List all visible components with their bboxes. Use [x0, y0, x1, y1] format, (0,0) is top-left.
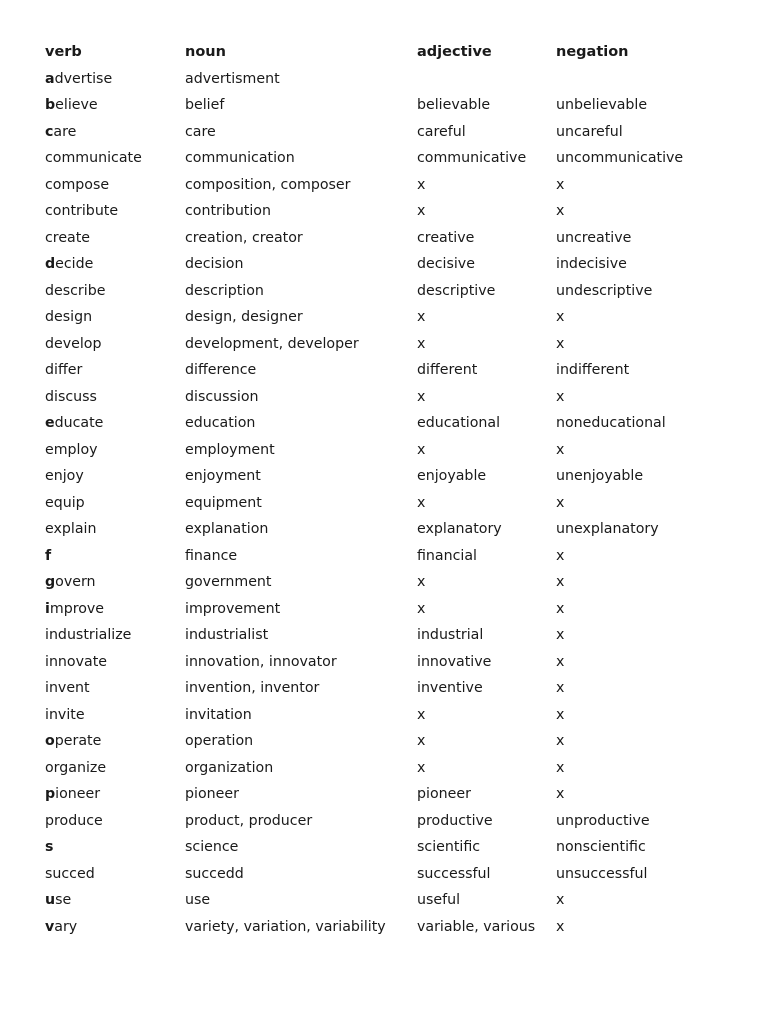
negation-cell: x [556, 627, 565, 644]
verb-initial-letter: p [45, 786, 56, 803]
verb-cell [45, 569, 185, 596]
table-row [45, 384, 716, 411]
negation-cell: unproductive [556, 812, 650, 829]
negation-cell: nonscientific [556, 839, 646, 856]
negation-cell: unexplanatory [556, 521, 659, 538]
verb-cell [45, 675, 185, 702]
adjective-cell: explanatory [417, 521, 502, 538]
verb-initial-letter: a [45, 70, 55, 87]
verb-cell [45, 463, 185, 490]
table-row [45, 543, 716, 570]
negation-cell: x [556, 574, 565, 591]
verb-cell [45, 119, 185, 146]
negation-cell: x [556, 653, 565, 670]
noun-cell: employment [185, 441, 275, 458]
negation-cell: x [556, 176, 565, 193]
table-row [45, 861, 716, 888]
verb-rest: ary [54, 918, 78, 935]
verb-rest: ioneer [55, 786, 101, 803]
noun-cell: enjoyment [185, 468, 261, 485]
table-row [45, 755, 716, 782]
noun-cell: design, designer [185, 309, 303, 326]
verb-rest: equip [45, 494, 85, 511]
verb-initial-letter: f [45, 547, 52, 564]
verb-cell [45, 649, 185, 676]
adjective-cell: x [417, 574, 426, 591]
adjective-cell: innovative [417, 653, 492, 670]
table-row [45, 834, 716, 861]
negation-cell: x [556, 494, 565, 511]
verb-rest: elieve [55, 97, 98, 114]
table-row [45, 463, 716, 490]
noun-cell: belief [185, 97, 225, 114]
verb-cell [45, 92, 185, 119]
verb-cell [45, 755, 185, 782]
negation-cell: x [556, 733, 565, 750]
table-row [45, 516, 716, 543]
negation-cell: unenjoyable [556, 468, 644, 485]
noun-cell: operation [185, 733, 254, 750]
verb-initial-letter: s [45, 839, 54, 856]
table-row [45, 145, 716, 172]
verb-cell [45, 834, 185, 861]
noun-cell: care [185, 123, 216, 140]
adjective-cell: x [417, 176, 426, 193]
adjective-cell: believable [417, 97, 491, 114]
verb-initial-letter: v [45, 918, 55, 935]
negation-cell: uncreative [556, 229, 632, 246]
verb-rest: produce [45, 812, 103, 829]
noun-cell: variety, variation, variability [185, 918, 386, 935]
adjective-cell: decisive [417, 256, 475, 273]
adjective-cell: x [417, 706, 426, 723]
verb-cell [45, 543, 185, 570]
verb-cell [45, 278, 185, 305]
noun-cell: industrialist [185, 627, 269, 644]
negation-cell: x [556, 892, 565, 909]
noun-cell: advertisment [185, 70, 280, 87]
negation-cell: x [556, 786, 565, 803]
adjective-cell: x [417, 733, 426, 750]
adjective-cell: variable, various [417, 918, 536, 935]
verb-rest: explain [45, 521, 97, 538]
negation-cell: unbelievable [556, 97, 648, 114]
noun-cell: difference [185, 362, 257, 379]
verb-rest: invent [45, 680, 90, 697]
negation-cell: indecisive [556, 256, 627, 273]
table-row [45, 357, 716, 384]
table-row [45, 198, 716, 225]
negation-cell: indifferent [556, 362, 630, 379]
verb-rest: design [45, 309, 93, 326]
adjective-cell: careful [417, 123, 466, 140]
noun-cell: invitation [185, 706, 252, 723]
noun-cell: finance [185, 547, 238, 564]
verb-cell [45, 622, 185, 649]
verb-rest: mprove [49, 600, 105, 617]
adjective-cell: successful [417, 865, 491, 882]
verb-cell [45, 410, 185, 437]
noun-cell: succedd [185, 865, 244, 882]
negation-cell: uncareful [556, 123, 623, 140]
verb-initial-letter: b [45, 97, 56, 114]
adjective-cell: scientific [417, 839, 481, 856]
noun-cell: organization [185, 759, 274, 776]
verb-cell [45, 861, 185, 888]
adjective-cell: communicative [417, 150, 527, 167]
verb-rest: employ [45, 441, 98, 458]
table-row [45, 331, 716, 358]
verb-cell [45, 808, 185, 835]
negation-cell: x [556, 547, 565, 564]
verb-cell [45, 198, 185, 225]
table-row [45, 622, 716, 649]
noun-cell: invention, inventor [185, 680, 320, 697]
table-row [45, 781, 716, 808]
table-row [45, 675, 716, 702]
verb-rest: succed [45, 865, 95, 882]
table-row [45, 728, 716, 755]
negation-cell: x [556, 441, 565, 458]
header-negation: negation [556, 44, 629, 61]
noun-cell: contribution [185, 203, 271, 220]
verb-cell [45, 914, 185, 941]
noun-cell: creation, creator [185, 229, 303, 246]
table-row [45, 278, 716, 305]
adjective-cell: x [417, 203, 426, 220]
table-row [45, 569, 716, 596]
verb-rest: compose [45, 176, 110, 193]
negation-cell: unsuccessful [556, 865, 648, 882]
negation-cell: x [556, 335, 565, 352]
adjective-cell: descriptive [417, 282, 496, 299]
table-row [45, 92, 716, 119]
verb-rest: ecide [55, 256, 94, 273]
noun-cell: communication [185, 150, 295, 167]
verb-initial-letter: e [45, 415, 55, 432]
adjective-cell: financial [417, 547, 477, 564]
verb-rest: innovate [45, 653, 107, 670]
negation-cell: x [556, 759, 565, 776]
table-row [45, 410, 716, 437]
noun-cell: product, producer [185, 812, 313, 829]
table-row [45, 304, 716, 331]
negation-cell [556, 66, 716, 93]
verb-cell [45, 357, 185, 384]
verb-rest: industrialize [45, 627, 132, 644]
verb-cell [45, 66, 185, 93]
verb-initial-letter: c [45, 123, 54, 140]
noun-cell: pioneer [185, 786, 239, 803]
negation-cell: x [556, 388, 565, 405]
verb-cell [45, 145, 185, 172]
negation-cell: x [556, 706, 565, 723]
noun-cell: use [185, 892, 211, 909]
verb-rest: contribute [45, 203, 119, 220]
adjective-cell: productive [417, 812, 493, 829]
table-body [45, 66, 716, 941]
verb-cell [45, 490, 185, 517]
header-verb: verb [45, 44, 82, 61]
negation-cell: x [556, 680, 565, 697]
verb-rest: invite [45, 706, 85, 723]
verb-rest: se [55, 892, 72, 909]
verb-cell [45, 702, 185, 729]
verb-rest: discuss [45, 388, 97, 405]
verb-rest: create [45, 229, 91, 246]
verb-rest: perate [54, 733, 102, 750]
negation-cell: x [556, 203, 565, 220]
adjective-cell: educational [417, 415, 501, 432]
adjective-cell: industrial [417, 627, 484, 644]
noun-cell: decision [185, 256, 244, 273]
table-row [45, 437, 716, 464]
adjective-cell: useful [417, 892, 461, 909]
adjective-cell: x [417, 494, 426, 511]
table-row [45, 914, 716, 941]
verb-rest: overn [55, 574, 96, 591]
table-header-row [45, 39, 716, 66]
verb-cell [45, 172, 185, 199]
adjective-cell: x [417, 441, 426, 458]
noun-cell: explanation [185, 521, 269, 538]
verb-cell [45, 728, 185, 755]
table-row [45, 649, 716, 676]
negation-cell: uncommunicative [556, 150, 684, 167]
adjective-cell: x [417, 309, 426, 326]
negation-cell: x [556, 600, 565, 617]
table-row [45, 172, 716, 199]
negation-cell: noneducational [556, 415, 666, 432]
adjective-cell [417, 66, 556, 93]
verb-rest: ducate [54, 415, 104, 432]
verb-initial-letter: o [45, 733, 55, 750]
adjective-cell: x [417, 759, 426, 776]
verb-initial-letter: i [45, 600, 50, 617]
verb-rest: develop [45, 335, 102, 352]
verb-rest: communicate [45, 150, 142, 167]
verb-rest: organize [45, 759, 107, 776]
noun-cell: development, developer [185, 335, 359, 352]
adjective-cell: creative [417, 229, 475, 246]
adjective-cell: different [417, 362, 478, 379]
table-row [45, 490, 716, 517]
header-noun: noun [185, 44, 226, 61]
negation-cell: x [556, 309, 565, 326]
verb-cell [45, 516, 185, 543]
table-row [45, 887, 716, 914]
adjective-cell: pioneer [417, 786, 471, 803]
header-adjective: adjective [417, 44, 492, 61]
adjective-cell: enjoyable [417, 468, 487, 485]
table-row [45, 251, 716, 278]
noun-cell: composition, composer [185, 176, 351, 193]
verb-cell [45, 781, 185, 808]
adjective-cell: inventive [417, 680, 483, 697]
table-row [45, 119, 716, 146]
noun-cell: innovation, innovator [185, 653, 337, 670]
verb-rest: are [53, 123, 77, 140]
word-forms-table [45, 39, 716, 940]
verb-cell [45, 225, 185, 252]
verb-rest: enjoy [45, 468, 84, 485]
table-row [45, 702, 716, 729]
adjective-cell: x [417, 388, 426, 405]
verb-cell [45, 596, 185, 623]
verb-cell [45, 437, 185, 464]
verb-cell [45, 251, 185, 278]
verb-cell [45, 331, 185, 358]
adjective-cell: x [417, 600, 426, 617]
negation-cell: undescriptive [556, 282, 653, 299]
table-row [45, 808, 716, 835]
verb-rest: describe [45, 282, 106, 299]
adjective-cell: x [417, 335, 426, 352]
verb-initial-letter: d [45, 256, 56, 273]
noun-cell: description [185, 282, 264, 299]
verb-rest: dvertise [54, 70, 113, 87]
verb-cell [45, 887, 185, 914]
noun-cell: equipment [185, 494, 262, 511]
noun-cell: improvement [185, 600, 281, 617]
verb-initial-letter: u [45, 892, 56, 909]
noun-cell: discussion [185, 388, 259, 405]
table-row [45, 596, 716, 623]
table-row [45, 66, 716, 93]
table-row [45, 225, 716, 252]
noun-cell: government [185, 574, 272, 591]
verb-cell [45, 304, 185, 331]
noun-cell: science [185, 839, 239, 856]
noun-cell: education [185, 415, 256, 432]
verb-cell [45, 384, 185, 411]
negation-cell: x [556, 918, 565, 935]
verb-rest: differ [45, 362, 83, 379]
verb-initial-letter: g [45, 574, 56, 591]
